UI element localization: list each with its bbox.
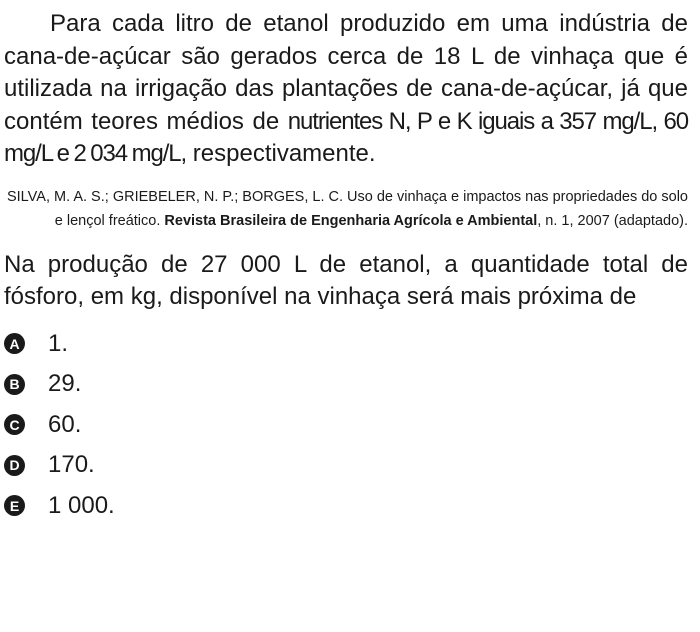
option-text: 1 000. (48, 491, 115, 519)
citation-journal: Revista Brasileira de Engenharia Agrícola e Ambiental (164, 212, 538, 229)
option-text: 29. (48, 370, 82, 398)
question-stem: Na produção de 27 000 L de etanol, a quantidade total de fósforo, em kg, disponível na vinhaça será mais próxima de (4, 250, 688, 310)
source-citation (4, 185, 688, 233)
intro-text: Para cada litro de etanol produzido em uma indústria de cana-de-açúcar são gerados cerca de 18 L de vinhaça que é utilizada na irrigação das plantações de cana-de-açúcar, já que contém teores médios de (4, 10, 688, 135)
option-letter-badge: B (4, 374, 25, 395)
citation-authors: SILVA, M. A. S.; GRIEBELER, N. P.; BORGES, L. C. Uso de vinhaça e impactos nas propriedades do solo e lençol freático. (6, 188, 688, 229)
option-e[interactable] (4, 486, 688, 527)
intro-nutrients-text: nutrientes N, P e K iguais a 357 mg/L, 60 mg/L e 2 034 mg/L, (4, 107, 689, 167)
option-letter-badge: E (4, 495, 25, 516)
intro-end-text: respectivamente. (186, 140, 376, 167)
citation-details: , n. 1, 2007 (adaptado). (537, 212, 688, 229)
option-d[interactable] (4, 445, 688, 486)
option-c[interactable] (4, 405, 688, 446)
option-text: 170. (48, 451, 95, 479)
option-letter-badge: A (4, 333, 25, 354)
option-letter-badge: D (4, 455, 25, 476)
intro-paragraph (4, 8, 688, 171)
option-letter-badge: C (4, 414, 25, 435)
option-b[interactable] (4, 364, 688, 405)
option-a[interactable] (4, 324, 688, 365)
option-text: 60. (48, 410, 82, 438)
answer-options (4, 324, 688, 527)
option-text: 1. (48, 329, 69, 357)
